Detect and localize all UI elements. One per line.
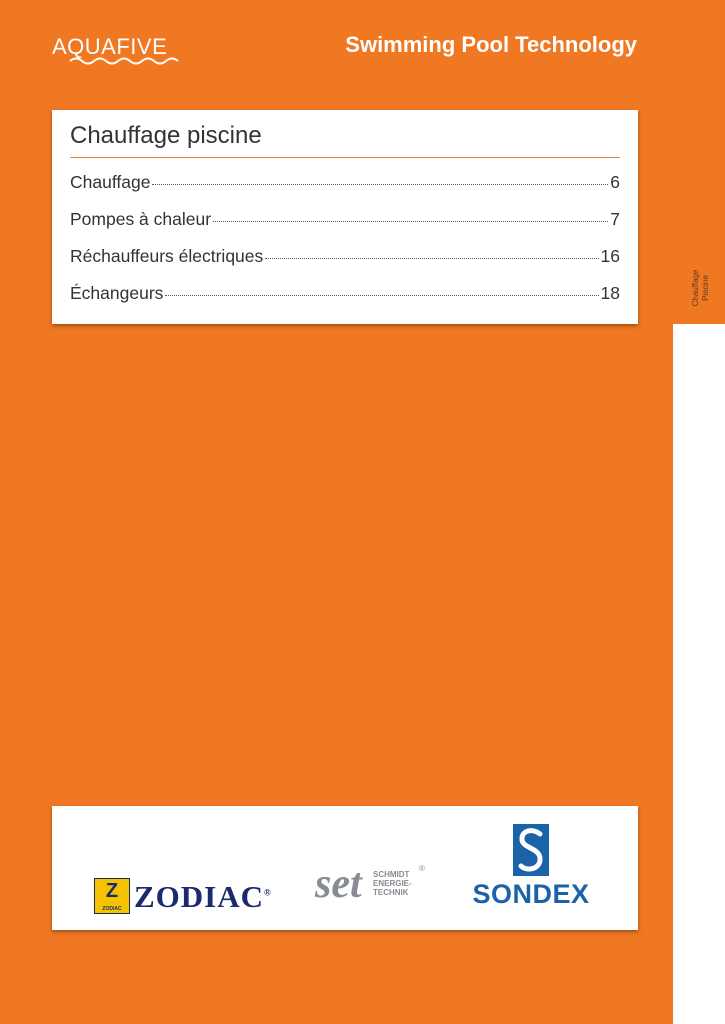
toc-item-label: Chauffage bbox=[70, 172, 151, 192]
toc-item-label: Échangeurs bbox=[70, 283, 164, 303]
toc-card bbox=[52, 110, 638, 324]
sondex-wordmark: SONDEX bbox=[472, 879, 590, 909]
set-company-lines bbox=[373, 870, 412, 897]
toc-item-rechauffeurs[interactable] bbox=[70, 246, 620, 283]
toc-leader bbox=[265, 258, 598, 259]
zodiac-mark-letter: Z bbox=[105, 880, 119, 902]
set-line: TECHNIK bbox=[373, 888, 409, 897]
set-line: ENERGIE- bbox=[373, 879, 412, 888]
toc-divider bbox=[70, 157, 620, 158]
set-reg: ® bbox=[419, 864, 425, 873]
toc-item-label: Pompes à chaleur bbox=[70, 209, 212, 229]
toc-item-label: Réchauffeurs électriques bbox=[70, 246, 264, 266]
toc-item-page: 18 bbox=[600, 283, 620, 303]
zodiac-mark-icon bbox=[94, 878, 130, 914]
toc-item-page: 6 bbox=[610, 172, 620, 192]
toc-leader bbox=[165, 295, 598, 296]
brand-logo bbox=[52, 32, 187, 68]
page-title: Swimming Pool Technology bbox=[345, 32, 637, 57]
toc-leader bbox=[213, 221, 608, 222]
zodiac-wordmark bbox=[134, 879, 272, 915]
zodiac-name: ZODIAC bbox=[134, 879, 265, 914]
side-tab-label: Chauffage Piscine bbox=[691, 269, 710, 307]
set-line: SCHMIDT bbox=[373, 870, 410, 879]
toc-item-echangeurs[interactable] bbox=[70, 283, 620, 320]
toc-item-pompes[interactable] bbox=[70, 209, 620, 246]
side-strip bbox=[673, 324, 725, 1024]
toc-title: Chauffage piscine bbox=[70, 122, 262, 149]
sondex-s-icon bbox=[513, 824, 549, 876]
zodiac-reg: ® bbox=[264, 887, 272, 898]
toc-item-page: 7 bbox=[610, 209, 620, 229]
toc-item-page: 16 bbox=[600, 246, 620, 266]
sondex-mark-icon bbox=[513, 824, 549, 876]
partner-logos-card bbox=[52, 806, 638, 930]
zodiac-mark-caption: ZODIAC bbox=[102, 906, 122, 912]
brand-name: AQUAFIVE bbox=[52, 34, 168, 59]
side-tab[interactable] bbox=[683, 258, 719, 318]
toc-list bbox=[70, 172, 620, 320]
toc-item-chauffage[interactable] bbox=[70, 172, 620, 209]
toc-leader bbox=[152, 184, 608, 185]
set-wordmark: set bbox=[315, 861, 362, 907]
